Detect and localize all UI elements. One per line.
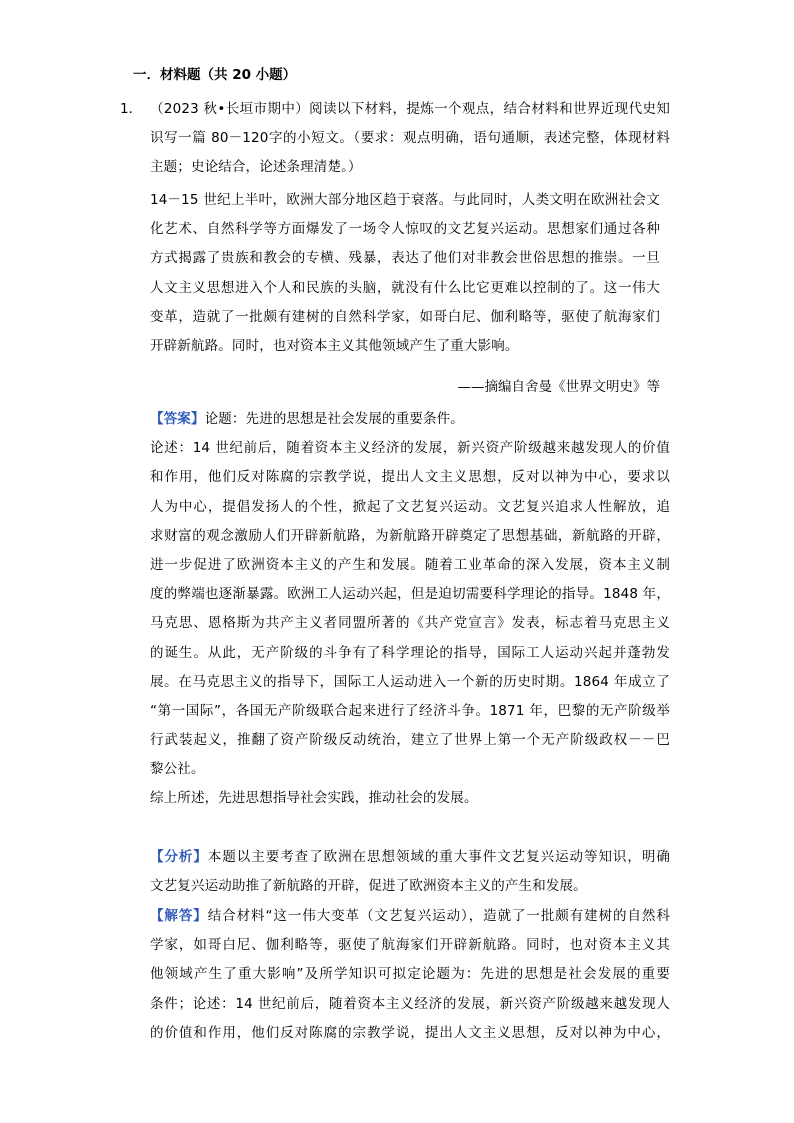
solution-line: 条件；论述：14 世纪前后，随着资本主义经济的发展，新兴资产阶级越来越发现人 xyxy=(150,995,670,1012)
material-line: 开辟新航路。同时，也对资本主义其他领域产生了重大影响。 xyxy=(150,337,519,354)
solution-line: 他领域产生了重大影响”及所学知识可拟定论题为：先进的思想是社会发展的重要 xyxy=(150,966,670,983)
solution-tag: 【解答】 xyxy=(150,908,208,924)
stem-line: 主题；史论结合，论述条理清楚。） xyxy=(150,159,362,176)
answer-line: 和作用，他们反对陈腐的宗教学说，提出人文主义思想，反对以神为中心，要求以 xyxy=(150,469,670,486)
answer-line: 展。在马克思主义的指导下，国际工人运动进入一个新的历史时期。1864 年成立了 xyxy=(150,673,670,690)
answer-tag: 【答案】 xyxy=(150,411,205,427)
analysis-section xyxy=(150,843,670,901)
answer-first-line xyxy=(150,405,670,434)
question-number: 1． xyxy=(120,101,143,117)
answer-line: 论述：14 世纪前后，随着资本主义经济的发展，新兴资产阶级越来越发现人的价值 xyxy=(150,440,670,457)
material-line: 化艺术、自然科学等方面爆发了一场令人惊叹的文艺复兴运动。思想家们通过各种 xyxy=(150,221,660,238)
answer-line: 马克思、恩格斯为共产主义者同盟所著的《共产党宣言》发表，标志着马克思主义 xyxy=(150,615,670,632)
answer-line: 求财富的观念激励人们开辟新航路，为新航路开辟奠定了思想基础，新航路的开辟， xyxy=(150,527,670,544)
material-line: 方式揭露了贵族和教会的专横、残暴，表达了他们对非教会世俗思想的推崇。一旦 xyxy=(150,250,660,267)
analysis-text: 本题以主要考查了欧洲在思想领域的重大事件文艺复兴运动等知识，明确 xyxy=(207,849,670,865)
solution-section xyxy=(150,902,670,1048)
material-line: 人文主义思想进入个人和民族的头脑，就没有什么比它更难以控制的了。这一伟大 xyxy=(150,279,660,296)
material-source: ——摘编自舍曼《世界文明史》等 xyxy=(457,379,660,395)
answer-line: 黎公社。 xyxy=(150,761,205,778)
material-passage xyxy=(150,186,660,361)
answer-line: 人为中心，提倡发扬人的个性，掀起了文艺复兴运动。文艺复兴追求人性解放，追 xyxy=(150,498,670,515)
solution-line: 学家，如哥白尼、伽利略等，驱使了航海家们开辟新航路。同时，也对资本主义其 xyxy=(150,937,670,954)
answer-section xyxy=(150,405,670,814)
answer-line: “第一国际”，各国无产阶级联合起来进行了经济斗争。1871 年，巴黎的无产阶级举 xyxy=(150,702,670,719)
question-stem xyxy=(150,95,670,183)
solution-first-line xyxy=(150,902,670,931)
stem-line: （2023 秋•长垣市期中）阅读以下材料，提炼一个观点，结合材料和世界近现代史知 xyxy=(150,101,670,117)
material-line: 变革，造就了一批颇有建树的自然科学家，如哥白尼、伽利略等，驱使了航海家们 xyxy=(150,308,660,325)
answer-thesis: 论题：先进的思想是社会发展的重要条件。 xyxy=(204,411,464,427)
answer-line: 进一步促进了欧洲资本主义的产生和发展。随着工业革命的深入发展，资本主义制 xyxy=(150,556,670,573)
answer-conclusion: 综上所述，先进思想指导社会实践，推动社会的发展。 xyxy=(150,790,478,807)
answer-line: 行武装起义，推翻了资产阶级反动统治，建立了世界上第一个无产阶级政权－－巴 xyxy=(150,732,670,749)
answer-line: 的诞生。从此，无产阶级的斗争有了科学理论的指导，国际工人运动兴起并蓬勃发 xyxy=(150,644,670,661)
material-line: 14－15 世纪上半叶，欧洲大部分地区趋于衰落。与此同时，人类文明在欧洲社会文 xyxy=(150,192,660,208)
solution-text: 结合材料“这一伟大变革（文艺复兴运动），造就了一批颇有建树的自然科 xyxy=(207,908,670,924)
solution-line: 的价值和作用，他们反对陈腐的宗教学说，提出人文主义思想，反对以神为中心， xyxy=(150,1024,670,1041)
analysis-line: 文艺复兴运动助推了新航路的开辟，促进了欧洲资本主义的产生和发展。 xyxy=(150,878,587,895)
stem-line: 识写一篇 80－120字的小短文。（要求：观点明确，语句通顺，表述完整，体现材料 xyxy=(150,130,670,147)
section-title: 一．材料题（共 20 小题） xyxy=(133,67,297,83)
analysis-first-line xyxy=(150,843,670,872)
answer-line: 度的弊端也逐渐暴露。欧洲工人运动兴起，但是迫切需要科学理论的指导。1848 年， xyxy=(150,586,670,603)
analysis-tag: 【分析】 xyxy=(150,849,208,865)
